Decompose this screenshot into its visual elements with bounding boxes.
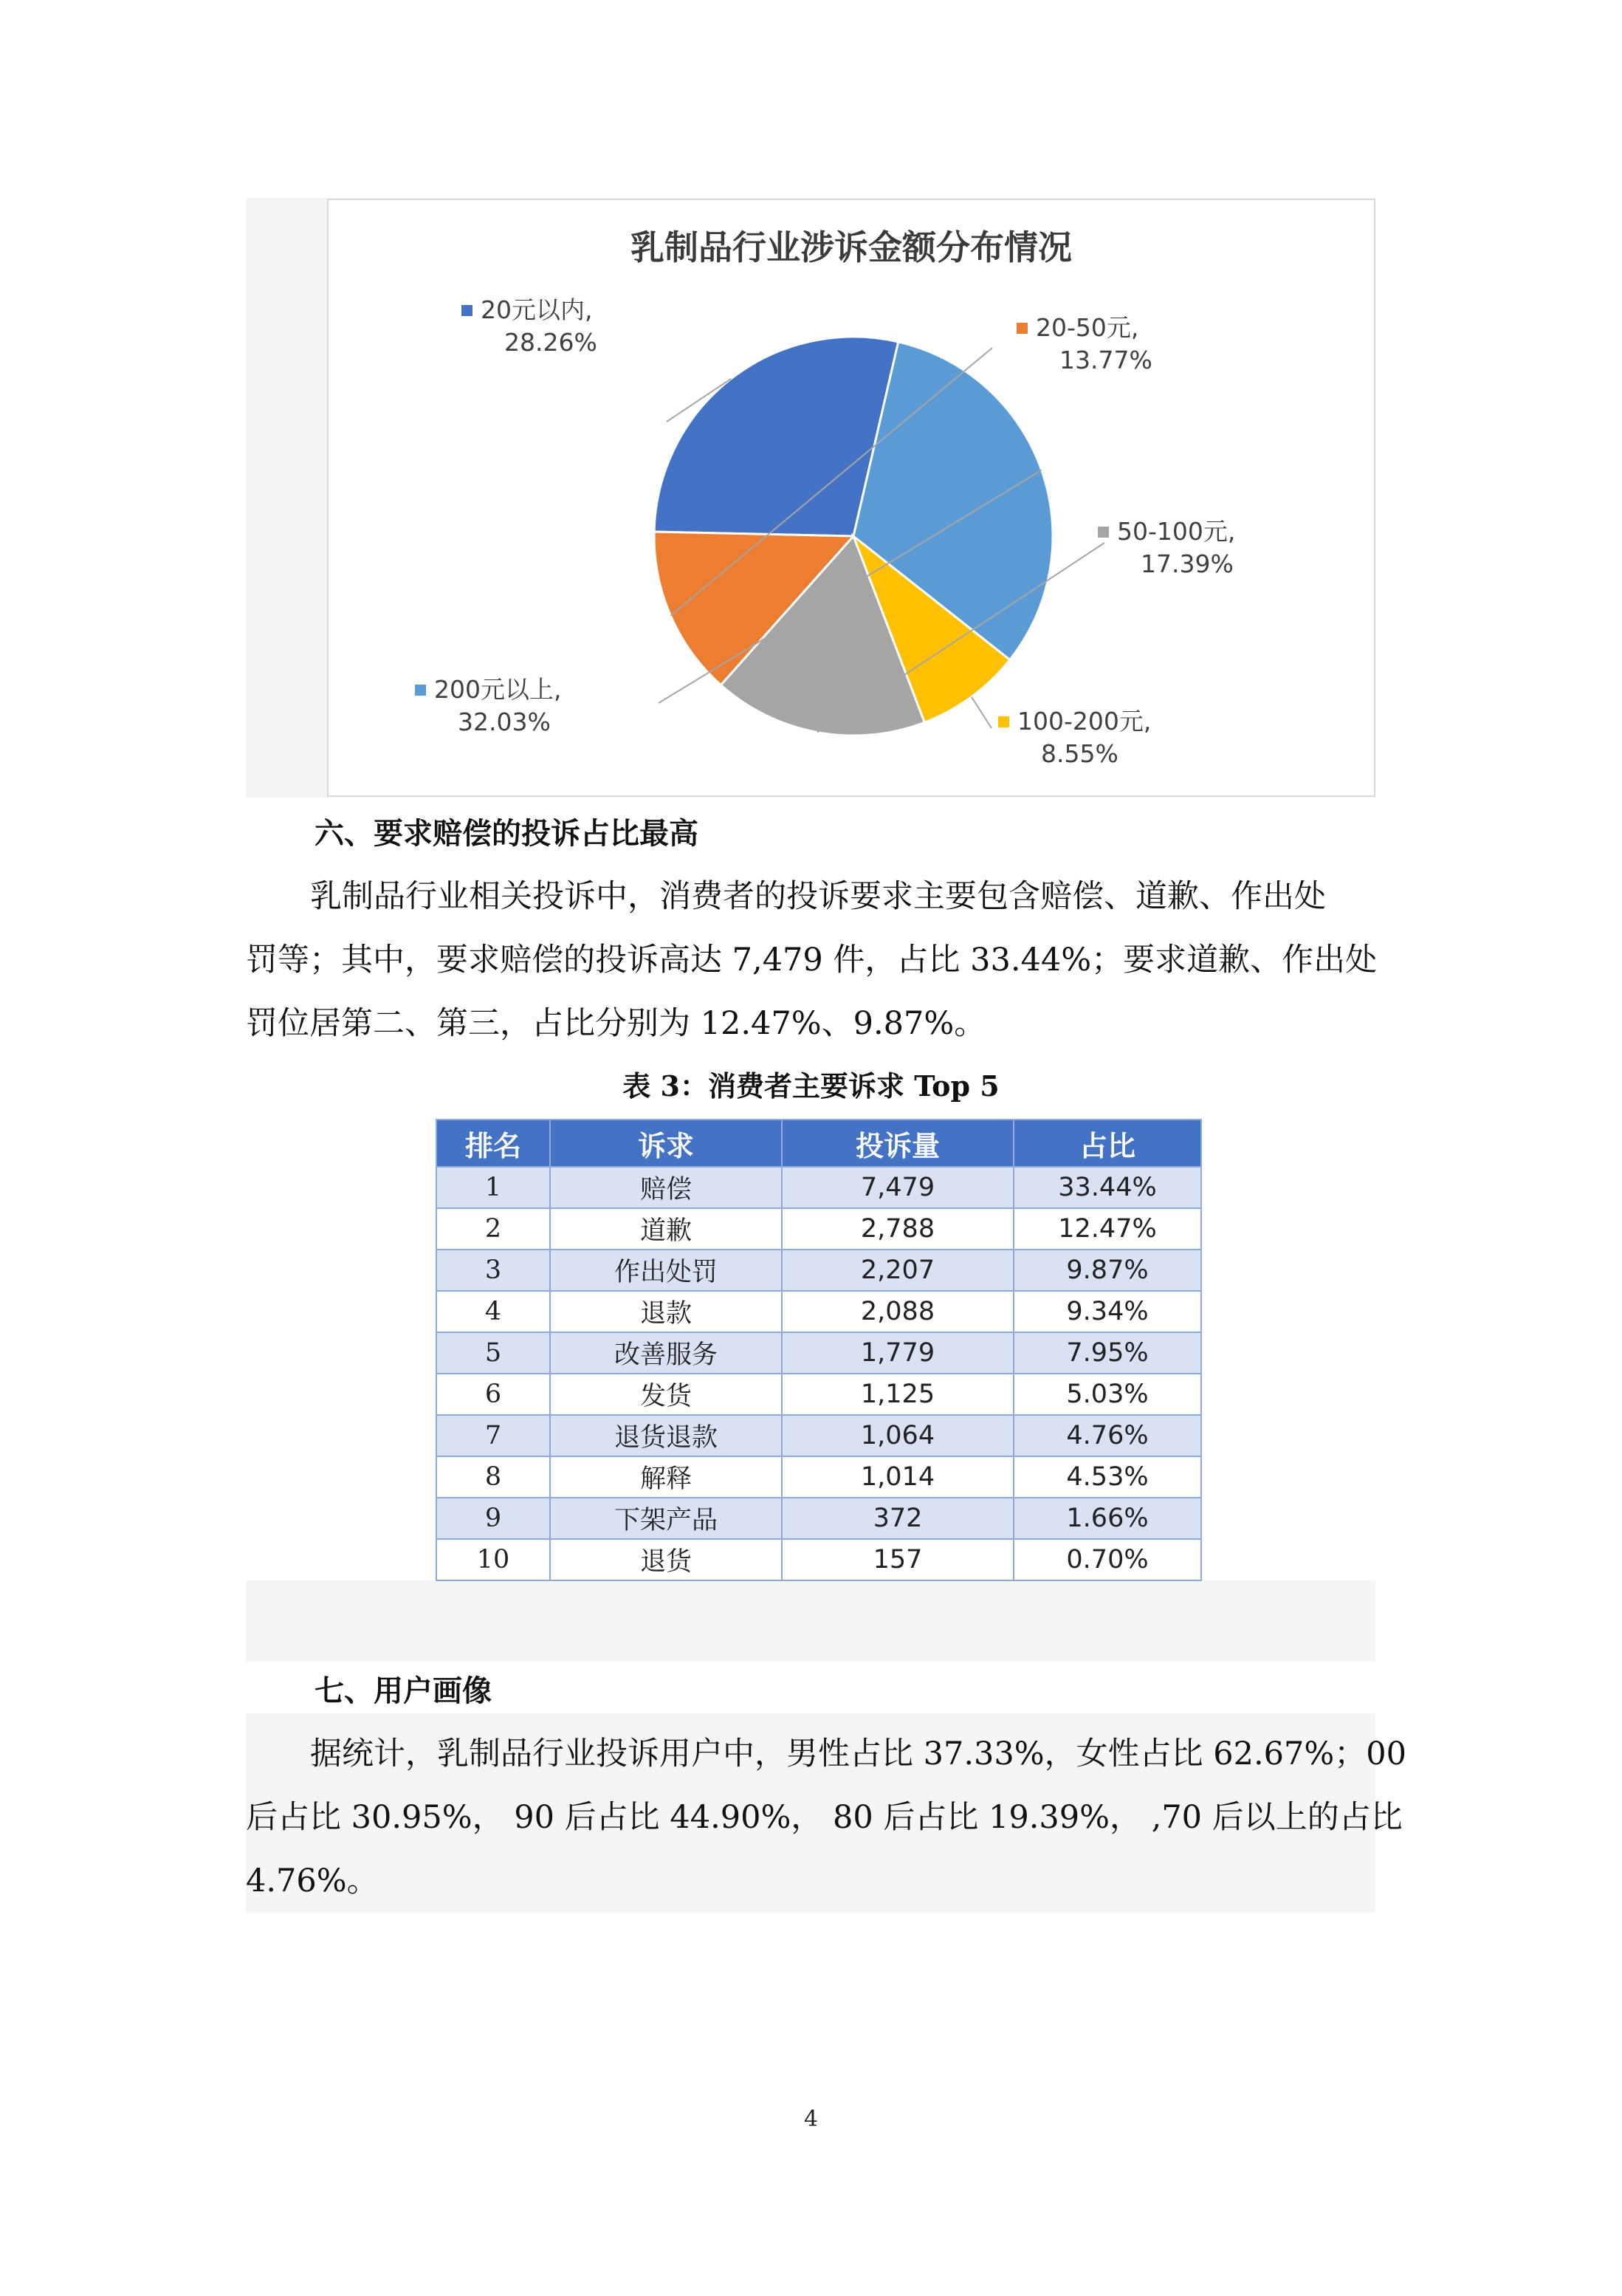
cell-demand: 下架产品 — [550, 1498, 782, 1539]
table-row — [436, 1539, 1201, 1580]
table-row — [436, 1498, 1201, 1539]
header-rank: 排名 — [436, 1120, 550, 1167]
cell-count: 157 — [782, 1539, 1014, 1580]
cell-count: 1,125 — [782, 1374, 1014, 1415]
table-row — [436, 1415, 1201, 1456]
slice-value-label: 13.77% — [1059, 346, 1152, 374]
slice-value-label: 8.55% — [1041, 739, 1118, 768]
section7-line-3: 4.76%。 — [246, 1862, 379, 1899]
section7-heading: 七、用户画像 — [315, 1674, 492, 1708]
cell-rank: 5 — [436, 1332, 550, 1374]
cell-count: 1,779 — [782, 1332, 1014, 1374]
cell-share: 1.66% — [1014, 1498, 1201, 1539]
header-count: 投诉量 — [782, 1120, 1014, 1167]
cell-rank: 8 — [436, 1456, 550, 1498]
cell-rank: 9 — [436, 1498, 550, 1539]
table-row — [436, 1374, 1201, 1415]
cell-share: 9.34% — [1014, 1291, 1201, 1332]
header-demand: 诉求 — [550, 1120, 782, 1167]
cell-rank: 6 — [436, 1374, 550, 1415]
label-marker-3 — [1098, 527, 1109, 538]
slice-name-label: 20元以内, — [481, 295, 593, 324]
cell-rank: 7 — [436, 1415, 550, 1456]
cell-share: 0.70% — [1014, 1539, 1201, 1580]
cell-share: 33.44% — [1014, 1167, 1201, 1208]
cell-demand: 退款 — [550, 1291, 782, 1332]
cell-share: 12.47% — [1014, 1208, 1201, 1250]
cell-count: 1,064 — [782, 1415, 1014, 1456]
header-share: 占比 — [1014, 1120, 1201, 1167]
slice-name-label: 100-200元, — [1017, 707, 1152, 736]
label-marker-1 — [461, 305, 472, 316]
slice-name-label: 20-50元, — [1036, 313, 1139, 342]
section7-line-2: 后占比 30.95%， 90 后占比 44.90%， 80 后占比 19.39%， ,70 后以上的占比 — [246, 1799, 1403, 1836]
cell-demand: 赔偿 — [550, 1167, 782, 1208]
cell-demand: 退货 — [550, 1539, 782, 1580]
table-header-row — [436, 1120, 1201, 1167]
section6-line-2: 罚等；其中，要求赔偿的投诉高达 7,479 件，占比 33.44%；要求道歉、作出处 — [246, 942, 1378, 979]
table-caption: 表 3：消费者主要诉求 Top 5 — [622, 1069, 1000, 1103]
slice-name-label: 50-100元, — [1117, 517, 1236, 546]
cell-share: 4.53% — [1014, 1456, 1201, 1498]
cell-rank: 3 — [436, 1250, 550, 1291]
label-marker-5 — [415, 685, 426, 696]
cell-rank: 10 — [436, 1539, 550, 1580]
cell-demand: 发货 — [550, 1374, 782, 1415]
table-row — [436, 1456, 1201, 1498]
complaint-table — [436, 1119, 1202, 1581]
cell-count: 372 — [782, 1498, 1014, 1539]
table-row — [436, 1250, 1201, 1291]
cell-count: 2,788 — [782, 1208, 1014, 1250]
table-row — [436, 1208, 1201, 1250]
cell-count: 7,479 — [782, 1167, 1014, 1208]
slice-value-label: 17.39% — [1141, 549, 1234, 578]
cell-rank: 2 — [436, 1208, 550, 1250]
pie-chart-svg — [329, 200, 1374, 795]
slice-value-label: 28.26% — [504, 328, 597, 357]
section6-line-3: 罚位居第二、第三，占比分别为 12.47%、9.87%。 — [246, 1005, 986, 1042]
section6-line-1: 乳制品行业相关投诉中，消费者的投诉要求主要包含赔偿、道歉、作出处 — [310, 878, 1326, 915]
pie-chart — [327, 199, 1375, 797]
slice-value-label: 32.03% — [458, 707, 551, 736]
section7-line-1: 据统计，乳制品行业投诉用户中，男性占比 37.33%，女性占比 62.67%；00 — [310, 1735, 1406, 1772]
chart-title: 乳制品行业涉诉金额分布情况 — [630, 227, 1072, 267]
cell-demand: 退货退款 — [550, 1415, 782, 1456]
cell-count: 1,014 — [782, 1456, 1014, 1498]
cell-share: 9.87% — [1014, 1250, 1201, 1291]
cell-count: 2,088 — [782, 1291, 1014, 1332]
page-number: 4 — [803, 2106, 819, 2132]
cell-rank: 1 — [436, 1167, 550, 1208]
cell-rank: 4 — [436, 1291, 550, 1332]
cell-share: 5.03% — [1014, 1374, 1201, 1415]
shade-band-table — [246, 1580, 1375, 1662]
slice-name-label: 200元以上, — [434, 675, 562, 704]
table-row — [436, 1332, 1201, 1374]
cell-demand: 解释 — [550, 1456, 782, 1498]
cell-demand: 作出处罚 — [550, 1250, 782, 1291]
cell-demand: 改善服务 — [550, 1332, 782, 1374]
cell-demand: 道歉 — [550, 1208, 782, 1250]
section6-heading: 六、要求赔偿的投诉占比最高 — [315, 817, 698, 851]
leader-line-4 — [972, 697, 992, 728]
cell-count: 2,207 — [782, 1250, 1014, 1291]
table-row — [436, 1167, 1201, 1208]
table-row — [436, 1291, 1201, 1332]
label-marker-4 — [998, 716, 1009, 727]
label-marker-2 — [1017, 323, 1028, 334]
cell-share: 7.95% — [1014, 1332, 1201, 1374]
cell-share: 4.76% — [1014, 1415, 1201, 1456]
